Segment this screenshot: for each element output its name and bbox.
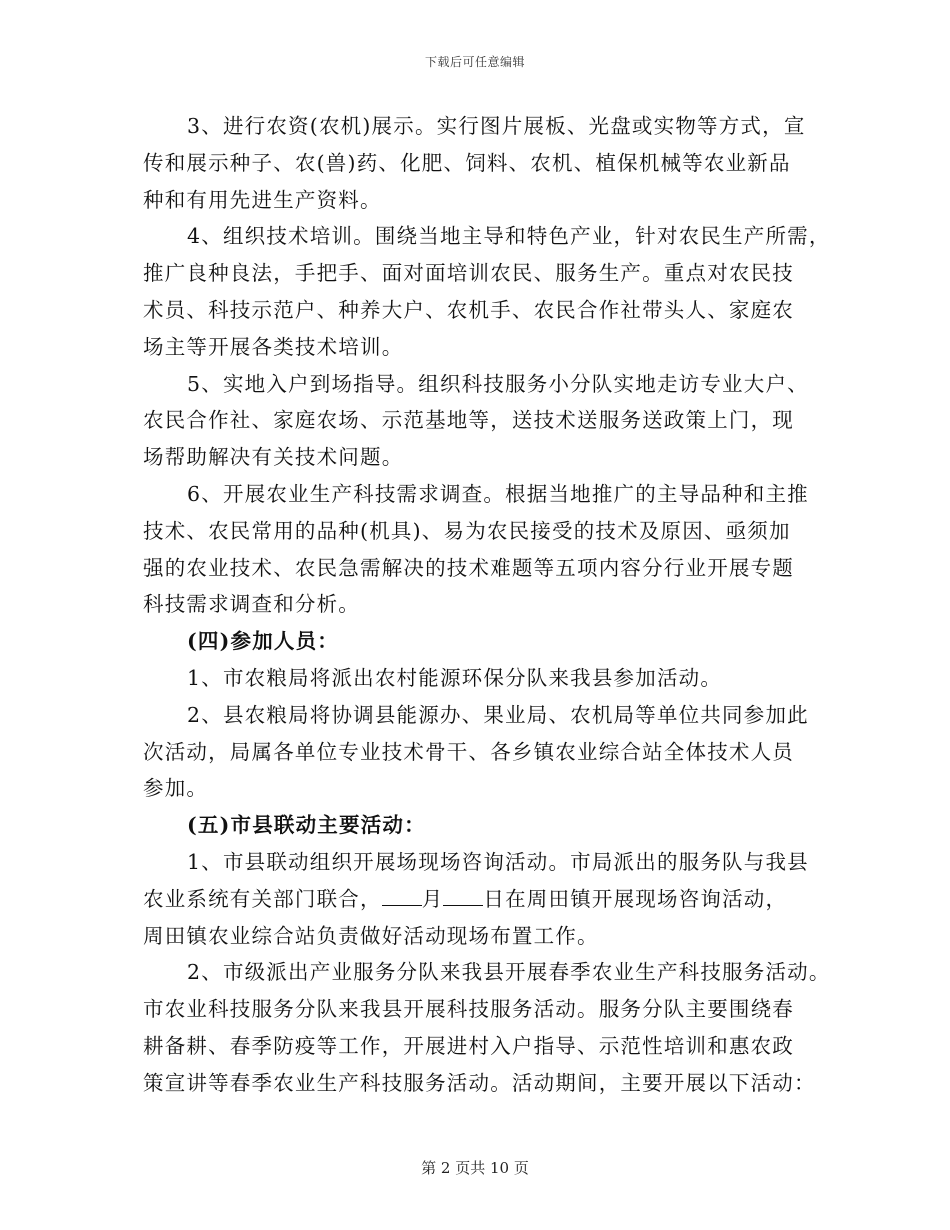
- participants-item-2-line-3: 参加。: [143, 776, 209, 801]
- paragraph-3-line-3: 种和有用先进生产资料。: [143, 187, 382, 212]
- paragraph-5-line-3: 场帮助解决有关技术问题。: [143, 445, 404, 470]
- paragraph-5-line-2: 农民合作社、家庭农场、示范基地等，送技术送服务送政策上门，现: [143, 408, 794, 433]
- paragraph-3-line-1: 3、进行农资(农机)展示。实行图片展板、光盘或实物等方式，宣: [187, 114, 806, 138]
- paragraph-4-line-3: 术员、科技示范户、种养大户、农机手、农民合作社带头人、家庭农: [143, 297, 794, 322]
- page-header: 下载后可任意编辑: [424, 55, 525, 69]
- month-blank: [382, 887, 422, 906]
- activities-item-1-text-a: 农业系统有关部门联合，: [143, 886, 382, 911]
- activities-item-2-line-1: 2、市级派出产业服务分队来我县开展春季农业生产科技服务活动。: [187, 960, 831, 985]
- paragraph-4-line-4: 场主等开展各类技术培训。: [143, 334, 404, 359]
- section-heading-activities: (五)市县联动主要活动：: [187, 813, 426, 838]
- activities-item-2-line-3: 耕备耕、春季防疫等工作，开展进村入户指导、示范性培训和惠农政: [143, 1033, 794, 1058]
- paragraph-4-line-2: 推广良种良法，手把手、面对面培训农民、服务生产。重点对农民技: [143, 261, 794, 286]
- activities-item-2-line-4: 策宣讲等春季农业生产科技服务活动。活动期间，主要开展以下活动：: [143, 1070, 816, 1095]
- participants-item-2-line-2: 次活动，局属各单位专业技术骨干、各乡镇农业综合站全体技术人员: [143, 739, 794, 764]
- participants-item-1: 1、市农粮局将派出农村能源环保分队来我县参加活动。: [187, 665, 723, 690]
- paragraph-4-line-1: 4、组织技术培训。围绕当地主导和特色产业，针对农民生产所需，: [187, 224, 831, 249]
- paragraph-3-line-2: 传和展示种子、农(兽)药、化肥、饲料、农机、植保机械等农业新品: [143, 150, 791, 175]
- activities-item-1-line-3: 周田镇农业综合站负责做好活动现场布置工作。: [143, 923, 599, 948]
- paragraph-6-line-4: 科技需求调查和分析。: [143, 592, 360, 617]
- activities-item-2-line-2: 市农业科技服务分队来我县开展科技服务活动。服务分队主要围绕春: [143, 997, 794, 1022]
- activities-item-1-line-2: [143, 881, 833, 918]
- paragraph-6-line-1: 6、开展农业生产科技需求调查。根据当地推广的主导品种和主推: [187, 481, 809, 506]
- day-blank: [443, 887, 483, 906]
- page-footer: 第 2 页共 10 页: [421, 1159, 529, 1177]
- participants-item-2-line-1: 2、县农粮局将协调县能源办、果业局、农机局等单位共同参加此: [187, 702, 809, 727]
- section-heading-participants: (四)参加人员：: [187, 629, 339, 654]
- paragraph-5-line-1: 5、实地入户到场指导。组织科技服务小分队实地走访专业大户、: [187, 371, 809, 396]
- activities-item-1-text-b: 日在周田镇开展现场咨询活动，: [483, 886, 788, 911]
- paragraph-6-line-2: 技术、农民常用的品种(机具)、易为农民接受的技术及原因、亟须加: [143, 518, 791, 543]
- paragraph-6-line-3: 强的农业技术、农民急需解决的技术难题等五项内容分行业开展专题: [143, 555, 794, 580]
- document-body: [143, 108, 833, 1102]
- activities-item-1-line-1: 1、市县联动组织开展场现场咨询活动。市局派出的服务队与我县: [187, 849, 809, 874]
- month-label: 月: [421, 886, 444, 911]
